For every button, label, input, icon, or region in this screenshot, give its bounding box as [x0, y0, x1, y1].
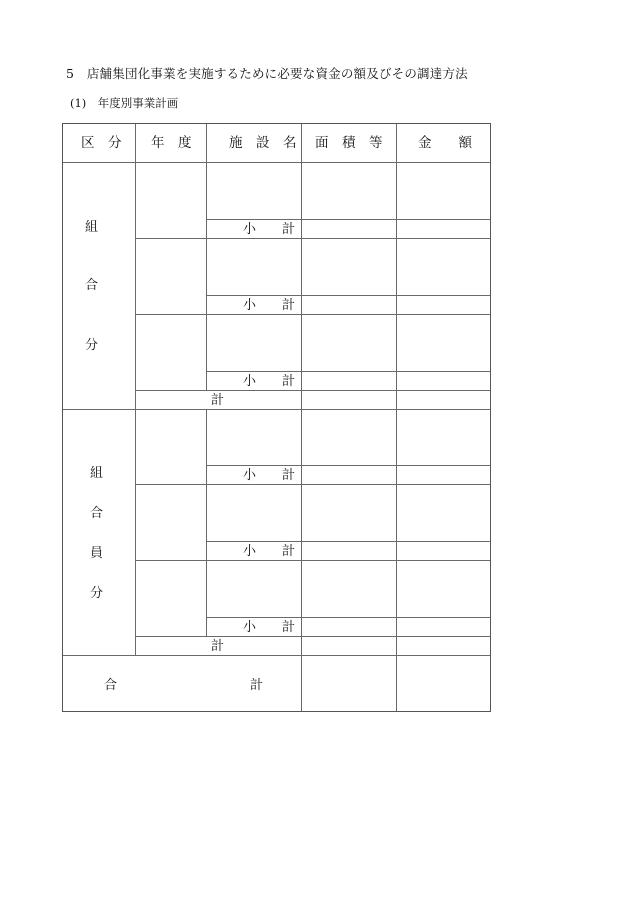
subtotal-label: 小 計: [243, 544, 296, 559]
grand-total-label-right: 計: [250, 678, 264, 693]
col-divider-facility: [301, 124, 302, 711]
subtotal-top-2: [206, 295, 490, 296]
block-border-1: [135, 238, 490, 239]
header-row-border: [63, 162, 490, 163]
header-facility-name: 施 設 名: [229, 135, 297, 151]
union-label-char-3: 分: [85, 338, 99, 353]
annual-plan-table: [62, 123, 491, 712]
members-label-char-4: 分: [90, 586, 104, 601]
header-year: 年 度: [151, 135, 192, 151]
header-category: 区 分: [81, 135, 122, 151]
section-subheading: (1) 年度別事業計画: [70, 96, 179, 110]
group-border-2: [63, 655, 490, 656]
subtotal-label: 小 計: [243, 620, 296, 635]
union-total-label: 計: [211, 393, 225, 408]
header-amount: 金 額: [418, 135, 472, 151]
subtotal-label: 小 計: [243, 222, 296, 237]
members-label-char-3: 員: [90, 546, 104, 561]
members-total-label: 計: [211, 639, 225, 654]
members-label-char-2: 合: [90, 506, 104, 521]
block-border-5: [135, 560, 490, 561]
subtotal-label: 小 計: [243, 468, 296, 483]
col-divider-year: [206, 124, 207, 162]
section-heading: 5 店舗集団化事業を実施するために必要な資金の額及びその調達方法: [66, 66, 468, 81]
block-border-6: [135, 636, 490, 637]
subtotal-label: 小 計: [243, 298, 296, 313]
subtotal-top-5: [206, 541, 490, 542]
subtotal-top-6: [206, 617, 490, 618]
subtotal-label: 小 計: [243, 374, 296, 389]
header-area: 面 積 等: [315, 135, 383, 151]
group-border-1: [63, 409, 490, 410]
subtotal-top-1: [206, 219, 490, 220]
block-border-3: [135, 390, 490, 391]
col-divider-year-block-2: [206, 409, 207, 636]
col-divider-area: [396, 124, 397, 711]
members-label-char-1: 組: [90, 466, 104, 481]
col-divider-year-block-1: [206, 162, 207, 390]
block-border-2: [135, 314, 490, 315]
subtotal-top-4: [206, 465, 490, 466]
union-label-char-2: 合: [85, 278, 99, 293]
grand-total-label-left: 合: [104, 678, 118, 693]
union-label-char-1: 組: [85, 220, 99, 235]
block-border-4: [135, 484, 490, 485]
subtotal-top-3: [206, 371, 490, 372]
